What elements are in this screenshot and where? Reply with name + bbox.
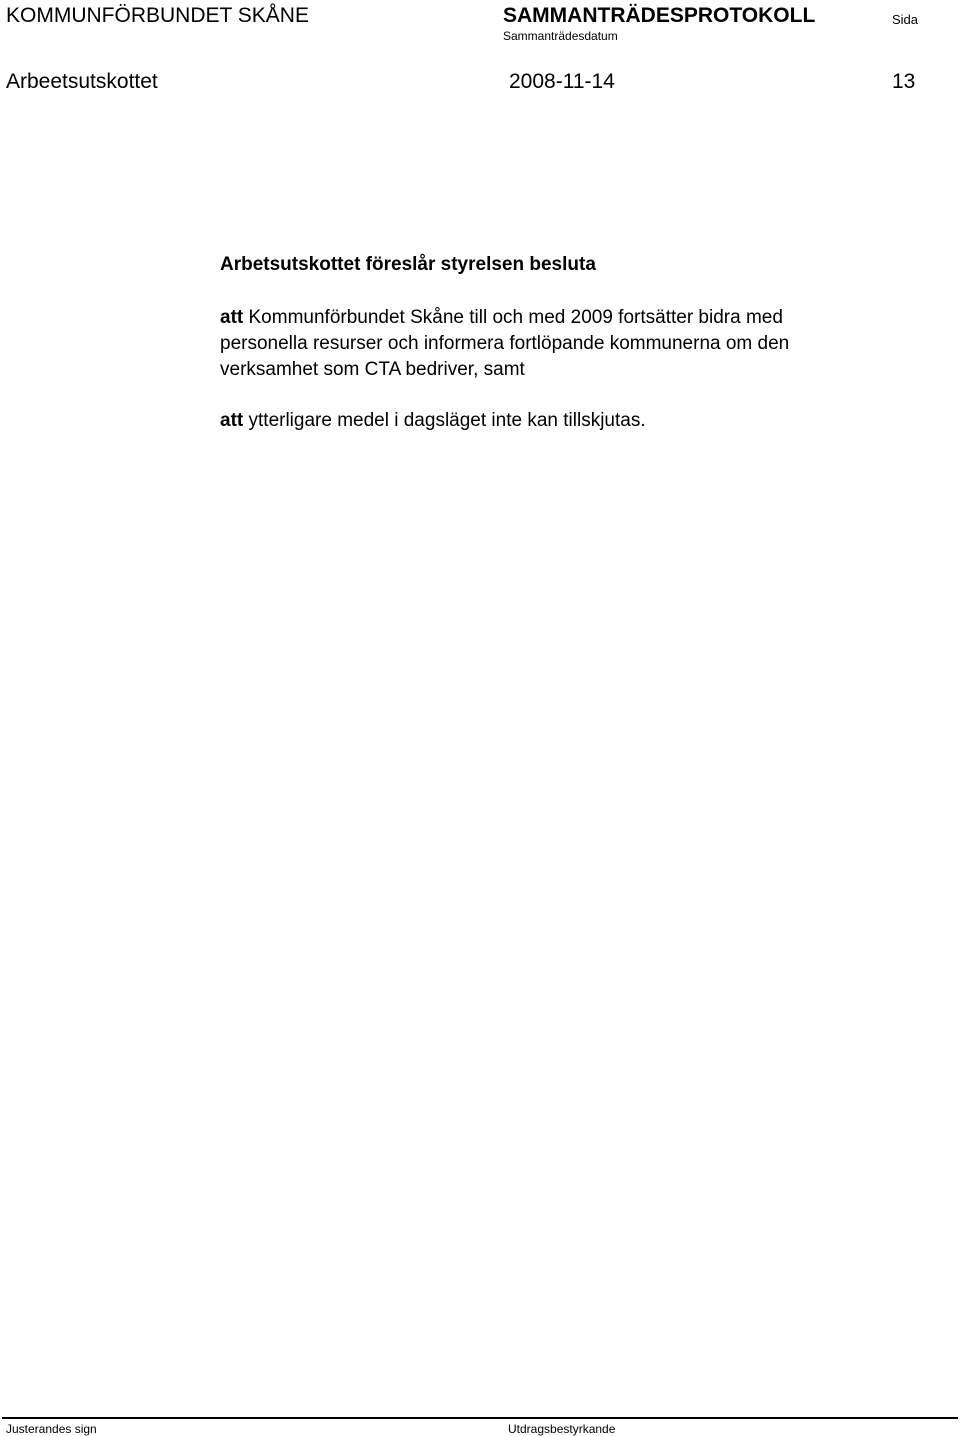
page-number: 13 (892, 70, 916, 93)
meeting-date-label: Sammanträdesdatum (503, 29, 618, 43)
decision-line: personella resurser och informera fortlöpande kommunerna om den (220, 333, 790, 354)
decision-keyword: att (220, 410, 244, 431)
committee-name: Arbeetsutskottet (6, 70, 158, 93)
page-label: Sida (892, 12, 919, 27)
proposal-heading: Arbetsutskottet föreslår styrelsen besluta (220, 254, 596, 275)
extract-certification-label: Utdragsbestyrkande (508, 1422, 616, 1436)
decision-paragraph-2 (220, 408, 920, 434)
decision-keyword: att (220, 307, 244, 328)
footer-divider (2, 1417, 958, 1419)
document-type: SAMMANTRÄDESPROTOKOLL (503, 4, 816, 27)
decision-text: Kommunförbundet Skåne till och med 2009 fortsätter bidra med (243, 307, 783, 328)
signature-label: Justerandes sign (6, 1422, 97, 1436)
organization-name: KOMMUNFÖRBUNDET SKÅNE (6, 4, 309, 27)
decision-line (220, 305, 920, 331)
decision-line: verksamhet som CTA bedriver, samt (220, 359, 525, 380)
decision-paragraph-1 (220, 305, 920, 383)
meeting-date: 2008-11-14 (509, 70, 615, 93)
decision-text: ytterligare medel i dagsläget inte kan tillskjutas. (243, 410, 646, 431)
